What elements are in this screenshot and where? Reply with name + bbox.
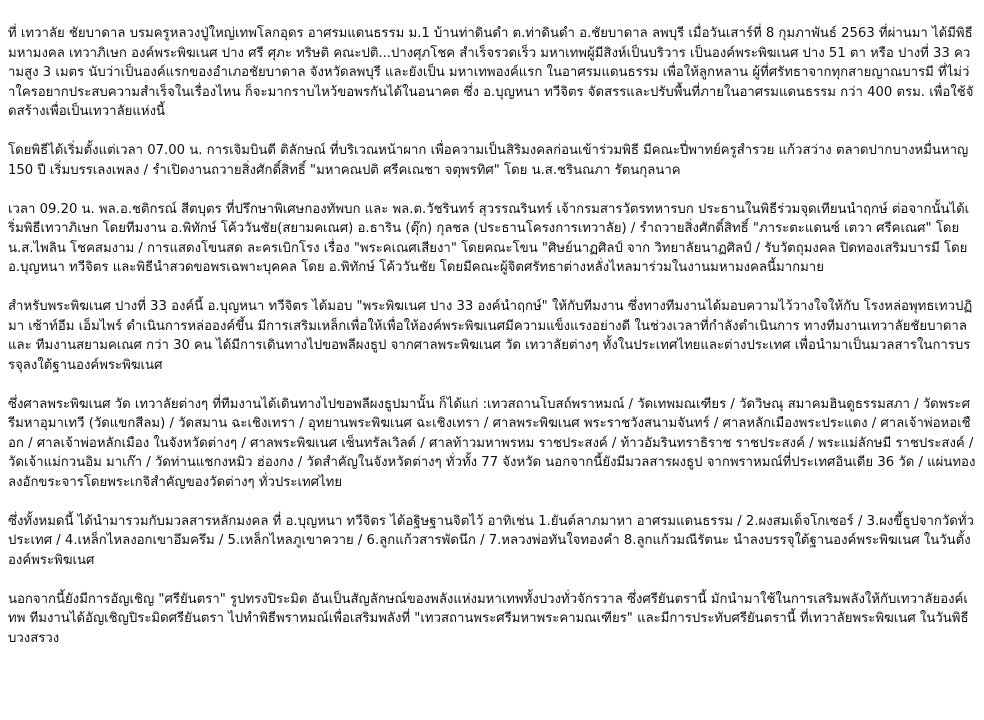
paragraph-ceremony-intro: ที่ เทวาลัย ชัยบาดาล บรมครูหลวงปู่ใหญ่เทพโลกอุดร อาศรมแดนธรรม ม.1 บ้านท่าดินดำ ต.ท่าดินดำ อ.ชัยบาดาล ลพบุรี เมื่อวันเสาร์ที่ 8 กุมภาพันธ์ 2563 ที่ผ่านมา ได้มีพิธีมหามงคล เทวาภิเษก องค์พระพิฆเนศ ปาง ศรี ศุภะ ทริษติ คณะปติ...ปางศุภโชค สำเร็จรวดเร็ว มหาเทพผู้มีสิงห์เป็นบริวาร เป็นองค์พระพิฆเนศ ปาง 51 ตา หรือ ปางที่ 33 ความสูง 3 เมตร นับว่าเป็นองค์แรกของอำเภอชัยบาดาล จังหวัดลพบุรี และยังเป็น มหาเทพองค์แรก ในอาศรมแดนธรรม เพื่อให้ลูกหลาน ผู้ที่ศรัทธาจากทุกสายญาณบารมี ที่ไม่ว่าใครอยากประสบความสำเร็จในเรื่องไหน ก็จะมากราบไหว้ขอพรกันได้ในอนาคต ซึ่ง อ.บุญหนา ทวีจิตร จัดสรรและปรับพื้นที่ภายในอาศรมแดนธรรม กว่า 400 ตรม. เพื่อใช้จัดสร้างเพื่อเป็นเทวาลัยแห่งนี้	[8, 26, 974, 119]
paragraph-main-ceremony: เวลา 09.20 น. พล.อ.ชติกรณ์ สีตบุตร ที่ปรึกษาพิเศษกองทัพบก และ พล.ต.วัชรินทร์ สุวรรณรินทร์ เจ้ากรมสารวัตรทหารบก ประธานในพิธีร่วมจุดเทียนนำฤกษ์ ต่อจากนั้นได้เริ่มพิธีเทวาภิเษก โดยทีมงาน อ.พิทักษ์ โค้ววันชัย(สยามคเณศ) อ.ธาริน (ตุ๊ก) กุลชล (ประธานโครงการเทวาลัย) / รำถวายสิ่งศักดิ์สิทธิ์ "ภาระตะแดนซ์ เตวา ศรีคเณศ" โดย น.ส.ไพลิน โชคสมงาม / การแสดงโขนสด ละครเบิกโรง เรื่อง "พระคเณศเสียงา" โดยคณะโขน "ศิษย์นาฏศิลป์ จาก วิทยาลัยนาฏศิลป์ / รับวัตถุมงคล ปิดทองเสริมบารมี โดย อ.บุญหนา ทวีจิตร และพิธีนำสวดขอพรเฉพาะบุคคล โดย อ.พิทักษ์ โค้ววันชัย โดยมีคณะผู้จิตศรัทธาต่างหลั่งไหลมาร่วมในงานมหามงคลนี้มากมาย	[8, 201, 970, 275]
paragraph-statue-casting: สำหรับพระพิฆเนศ ปางที่ 33 องค์นี้ อ.บุญหนา ทวีจิตร ได้มอบ "พระพิฆเนศ ปาง 33 องค์นำฤกษ์" ให้กับทีมงาน ซึ่งทางทีมงานได้มอบความไว้วางใจให้กับ โรงหล่อพุทธเทวปฏิมา เซ้าท์อีม เอ็มไพร์ ดำเนินการหล่อองค์ขึ้น มีการเสริมเหล็กเพื่อให้เพื่อให้องค์พระพิฆเนศมีความแข็งแรงอย่างดี ในช่วงเวลาที่กำลังดำเนินการ ทางทีมงานเทวาลัยชัยบาดาล และ ทีมงานสยามคเณศ กว่า 30 คน ได้มีการเดินทางไปขอพลีผงธูป จากศาลพระพิฆเนศ วัด เทวาลัยต่างๆ ทั้งในประเทศไทยและต่างประเทศ เพื่อนำมาเป็นมวลสารในการบรรจุลงใต้ฐานองค์พระพิฆเนศ	[8, 299, 973, 373]
paragraph-morning-rites: โดยพิธีได้เริ่มตั้งแต่เวลา 07.00 น. การเจิมบินดี ติลักษณ์ ที่บริเวณหน้าผาก เพื่อความเป็นสิริมงคลก่อนเข้าร่วมพิธี มีคณะปี่พาทย์ครูสำรวย แก้วสว่าง ตลาดปากบางหมื่นหาญ 150 ปี เริ่มบรรเลงเพลง / รำเปิดงานถวายสิ่งศักดิ์สิทธิ์ "มหาคณปติ ศรีคเณชา จตุพรทิศ" โดย น.ส.ชรินณภา รัตนกุลนาค	[8, 143, 969, 178]
paragraph-sri-yantra: นอกจากนี้ยังมีการอัญเชิญ "ศรียันตรา" รูปทรงปิระมิด อันเป็นสัญลักษณ์ของพลังแห่งมหาเทพทั้งปวงทั่วจักรวาล ซึ่งศรียันตรานี้ มักนำมาใช้ในการเสริมพลังให้กับเทวาลัยองค์เทพ ทีมงานได้อัญเชิญปิระมิดศรียันตรา ไปทำพิธีพราหมณ์เพื่อเสริมพลังที่ "เทวสถานพระศรีมหาพระคามณเฑียร" และมีการประทับศรียันตรานี้ ที่เทวาลัยพระพิฆเนศ ในวันพิธีบวงสรวง	[8, 591, 969, 646]
paragraph-sacred-items: ซึ่งทั้งหมดนี้ ได้นำมารวมกับมวลสารหลักมงคล ที่ อ.บุญหนา ทวีจิตร ได้อฐิษฐานจิตไว้ อาทิเช่น 1.ยันต์ลาภมาหา อาศรมแดนธรรม / 2.ผงสมเด็จโกเซอร์ / 3.ผงขี้ธูปจากวัดทั่วประเทศ / 4.เหล็กไหลงอกเขาอึมครึม / 5.เหล็กไหลภูเขาควาย / 6.ลูกแก้วสารพัดนึก / 7.หลวงพ่อทันใจทองคำ 8.ลูกแก้วมณีรัตนะ นำลงบรรจุใต้ฐานองค์พระพิฆเนศ ในวันตั้งองค์พระพิฆเนศ	[8, 513, 974, 568]
paragraph-shrine-list: ซึ่งศาลพระพิฆเนศ วัด เทวาลัยต่างๆ ที่ทีมงานได้เดินทางไปขอพลีผงธูปมานั้น ก็ได้แก่ :เทวสถานโบสถ์พราหมณ์ / วัดเทพมณเฑียร / วัดวิษณุ สมาคมฮินดูธรรมสภา / วัดพระศรีมหาอุมาเทวี (วัดแขกสีลม) / วัดสมาน ฉะเชิงเทรา / อุทยานพระพิฆเนศ ฉะเชิงเทรา / ศาลพระพิฆเนศ พระราชวังสนามจันทร์ / ศาลหลักเมืองพระประแดง / ศาลเจ้าพ่อหอเชือก / ศาลเจ้าพ่อหลักเมือง ในจังหวัดต่างๆ / ศาลพระพิฆเนศ เซ็นทรัลเวิลด์ / ศาลท้าวมหาพรหม ราชประสงค์ / ท้าวอัมรินทราธิราช ราชประสงค์ / พระแม่ลักษมี ราชประสงค์ / วัดเจ้าแม่กวนอิม มาเก๊า / วัดท่านแชกงหมิว ฮ่องกง / วัดสำคัญในจังหวัดต่างๆ ทั่วทั้ง 77 จังหวัด นอกจากนี้ยังมีมวลสารผงธูป จากพราหมณ์ที่ประเทศอินเดีย 36 วัด / แผ่นทอง ลงอักขระจารโดยพระเกจิสำคัญของวัดต่างๆ ทั่วประเทศไทย	[8, 396, 976, 490]
